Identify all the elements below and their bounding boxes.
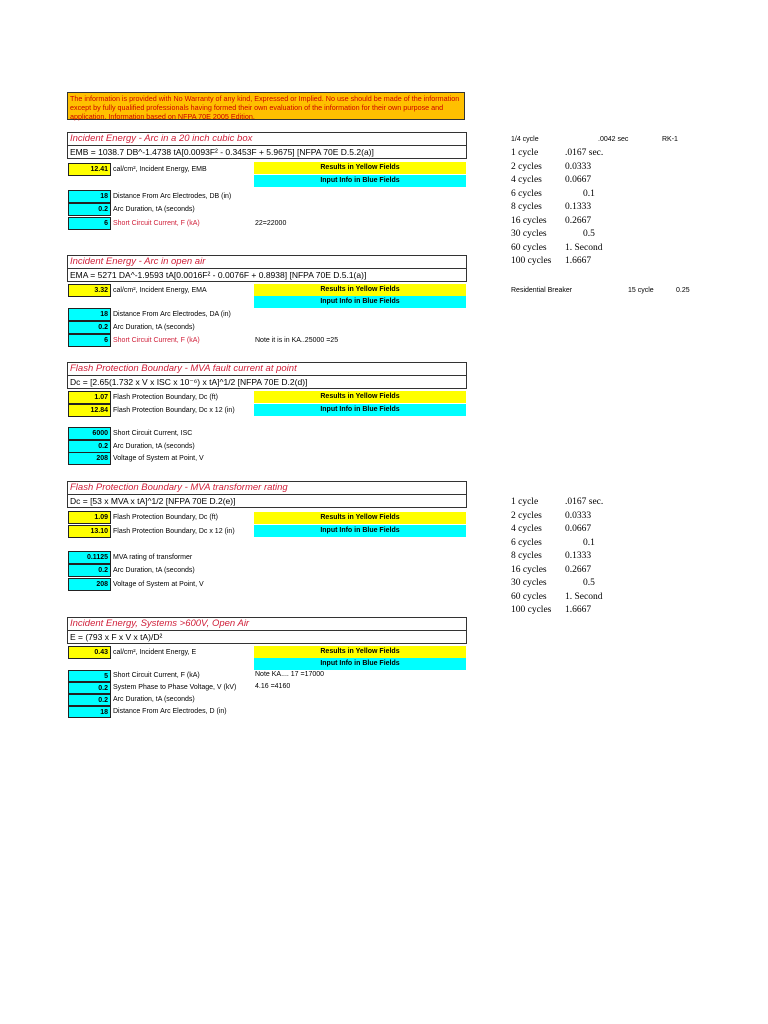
result-cell: 12.84 bbox=[68, 404, 111, 417]
cycle-seconds: 0.1333 bbox=[565, 202, 592, 212]
cycle-count: 1 cycle bbox=[511, 148, 539, 158]
inputs-legend: Input Info in Blue Fields bbox=[254, 525, 466, 537]
inputs-legend: Input Info in Blue Fields bbox=[254, 175, 466, 187]
input-cell[interactable]: 208 bbox=[68, 578, 111, 591]
input-label: Short Circuit Current, F (kA) bbox=[113, 220, 200, 227]
results-legend: Results in Yellow Fields bbox=[254, 512, 466, 524]
cycle-seconds: 0.0333 bbox=[565, 510, 592, 521]
cycle-count: 6 cycles bbox=[511, 537, 542, 548]
cycles-header-value: .0042 sec bbox=[598, 136, 629, 143]
input-label: Arc Duration, tA (seconds) bbox=[113, 443, 195, 450]
cycle-seconds: 0.0333 bbox=[565, 161, 592, 172]
section-formula: Dc = [53 x MVA x tA]^1/2 [NFPA 70E D.2(e)] bbox=[67, 495, 467, 508]
input-label: Short Circuit Current, F (kA) bbox=[113, 337, 200, 344]
result-cell: 12.41 bbox=[68, 163, 111, 176]
section-title: Flash Protection Boundary - MVA transformer rating bbox=[67, 481, 467, 495]
cycle-seconds: 1. Second bbox=[565, 591, 603, 602]
cycle-seconds: 1.6667 bbox=[565, 605, 592, 615]
cycles-header-label: 1/4 cycle bbox=[511, 136, 539, 143]
input-label: Short Circuit Current, ISC bbox=[113, 430, 193, 437]
cycle-count: 30 cycles bbox=[511, 229, 547, 239]
input-label: Distance From Arc Electrodes, DB (in) bbox=[113, 193, 232, 200]
result-cell: 1.09 bbox=[68, 511, 111, 524]
cycle-count: 4 cycles bbox=[511, 524, 542, 534]
input-cell[interactable]: 6 bbox=[68, 217, 111, 230]
cycle-seconds: 0.5 bbox=[583, 578, 595, 588]
cycle-count: 100 cycles bbox=[511, 605, 552, 615]
input-cell[interactable]: 0.2 bbox=[68, 321, 111, 334]
input-cell[interactable]: 0.2 bbox=[68, 564, 111, 577]
section-note: 22=22000 bbox=[255, 220, 287, 227]
cycle-seconds: 0.2667 bbox=[565, 215, 592, 226]
input-label: Arc Duration, tA (seconds) bbox=[113, 324, 195, 331]
section-title: Flash Protection Boundary - MVA fault current at point bbox=[67, 362, 467, 376]
section-note: 4.16 =4160 bbox=[255, 683, 291, 690]
cycle-seconds: 0.0667 bbox=[565, 524, 592, 534]
input-label: Distance From Arc Electrodes, D (in) bbox=[113, 708, 227, 715]
input-cell[interactable]: 18 bbox=[68, 706, 111, 718]
cycle-seconds: .0167 sec. bbox=[565, 148, 604, 158]
input-cell[interactable]: 0.2 bbox=[68, 682, 111, 694]
cycle-count: 16 cycles bbox=[511, 564, 547, 575]
section-title: Incident Energy, Systems >600V, Open Air bbox=[67, 617, 467, 631]
cycle-count: 60 cycles bbox=[511, 242, 547, 253]
inputs-legend: Input Info in Blue Fields bbox=[254, 658, 466, 670]
cycle-seconds: 0.1333 bbox=[565, 551, 592, 561]
results-legend: Results in Yellow Fields bbox=[254, 646, 466, 658]
cycle-count: 8 cycles bbox=[511, 202, 542, 212]
input-label: System Phase to Phase Voltage, V (kV) bbox=[113, 684, 237, 691]
cycle-seconds: .0167 sec. bbox=[565, 497, 604, 507]
input-cell[interactable]: 18 bbox=[68, 308, 111, 321]
cycle-count: 6 cycles bbox=[511, 188, 542, 199]
input-cell[interactable]: 0.1125 bbox=[68, 551, 111, 564]
disclaimer-banner: The information is provided with No Warranty of any kind, Expressed or Implied. No use should be made of the information except by fully qualified professionals having formed their own evaluation of the information for their own purpose and application. Information based on NFPA 70E 2005 Edition. bbox=[67, 92, 465, 120]
input-cell[interactable]: 0.2 bbox=[68, 694, 111, 706]
section-formula: EMA = 5271 DA^-1.9593 tA[0.0016F² - 0.0076F + 0.8938] [NFPA 70E D.5.1(a)] bbox=[67, 269, 467, 282]
cycle-count: 30 cycles bbox=[511, 578, 547, 588]
result-label: Flash Protection Boundary, Dc (ft) bbox=[113, 394, 218, 401]
inputs-legend: Input Info in Blue Fields bbox=[254, 296, 466, 308]
cycle-count: 8 cycles bbox=[511, 551, 542, 561]
cycle-seconds: 0.5 bbox=[583, 229, 595, 239]
input-label: Voltage of System at Point, V bbox=[113, 581, 204, 588]
cycle-seconds: 1. Second bbox=[565, 242, 603, 253]
result-label: cal/cm², Incident Energy, E bbox=[113, 649, 197, 656]
cycle-count: 16 cycles bbox=[511, 215, 547, 226]
result-cell: 1.07 bbox=[68, 391, 111, 404]
cycle-count: 60 cycles bbox=[511, 591, 547, 602]
cycle-count: 2 cycles bbox=[511, 161, 542, 172]
section-formula: EMB = 1038.7 DB^-1.4738 tA[0.0093F² - 0.3453F + 5.9675] [NFPA 70E D.5.2(a)] bbox=[67, 146, 467, 159]
result-cell: 3.32 bbox=[68, 284, 111, 297]
cycle-seconds: 0.1 bbox=[583, 537, 595, 548]
residential-label: Residential Breaker bbox=[511, 287, 573, 294]
input-cell[interactable]: 6000 bbox=[68, 427, 111, 440]
result-cell: 13.10 bbox=[68, 525, 111, 538]
input-cell[interactable]: 18 bbox=[68, 190, 111, 203]
input-cell[interactable]: 5 bbox=[68, 670, 111, 682]
cycle-count: 2 cycles bbox=[511, 510, 542, 521]
cycle-count: 1 cycle bbox=[511, 497, 539, 507]
result-label: cal/cm², Incident Energy, EMB bbox=[113, 166, 207, 173]
input-label: Arc Duration, tA (seconds) bbox=[113, 696, 195, 703]
input-cell[interactable]: 6 bbox=[68, 334, 111, 347]
section-title: Incident Energy - Arc in a 20 inch cubic box bbox=[67, 132, 467, 146]
section-note: Note KA.... 17 =17000 bbox=[255, 671, 325, 678]
input-cell[interactable]: 0.2 bbox=[68, 440, 111, 453]
result-cell: 0.43 bbox=[68, 646, 111, 659]
residential-value: 0.25 bbox=[676, 287, 690, 294]
section-formula: Dc = [2.65(1.732 x V x ISC x 10⁻⁶) x tA]^1/2 [NFPA 70E D.2(d)] bbox=[67, 376, 467, 389]
section-title: Incident Energy - Arc in open air bbox=[67, 255, 467, 269]
cycle-count: 100 cycles bbox=[511, 256, 552, 266]
input-cell[interactable]: 0.2 bbox=[68, 203, 111, 216]
section-formula: E = (793 x F x V x tA)/D² bbox=[67, 631, 467, 644]
result-label: Flash Protection Boundary, Dc (ft) bbox=[113, 514, 218, 521]
input-label: Arc Duration, tA (seconds) bbox=[113, 567, 195, 574]
cycle-count: 4 cycles bbox=[511, 175, 542, 185]
cycle-seconds: 0.0667 bbox=[565, 175, 592, 185]
input-label: Arc Duration, tA (seconds) bbox=[113, 206, 195, 213]
section-note: Note it is in KA..25000 =25 bbox=[255, 337, 339, 344]
results-legend: Results in Yellow Fields bbox=[254, 162, 466, 174]
input-label: Distance From Arc Electrodes, DA (in) bbox=[113, 311, 231, 318]
cycle-seconds: 0.2667 bbox=[565, 564, 592, 575]
cycle-seconds: 0.1 bbox=[583, 188, 595, 199]
input-label: Voltage of System at Point, V bbox=[113, 455, 204, 462]
result-label: Flash Protection Boundary, Dc x 12 (in) bbox=[113, 528, 235, 535]
results-legend: Results in Yellow Fields bbox=[254, 391, 466, 403]
result-label: cal/cm², Incident Energy, EMA bbox=[113, 287, 207, 294]
cycle-seconds: 1.6667 bbox=[565, 256, 592, 266]
inputs-legend: Input Info in Blue Fields bbox=[254, 404, 466, 416]
result-label: Flash Protection Boundary, Dc x 12 (in) bbox=[113, 407, 235, 414]
results-legend: Results in Yellow Fields bbox=[254, 284, 466, 296]
residential-cycle: 15 cycle bbox=[628, 287, 654, 294]
input-label: Short Circuit Current, F (kA) bbox=[113, 672, 200, 679]
input-label: MVA rating of transformer bbox=[113, 554, 193, 561]
cycles-header-tag: RK-1 bbox=[662, 136, 678, 143]
input-cell[interactable]: 208 bbox=[68, 452, 111, 465]
